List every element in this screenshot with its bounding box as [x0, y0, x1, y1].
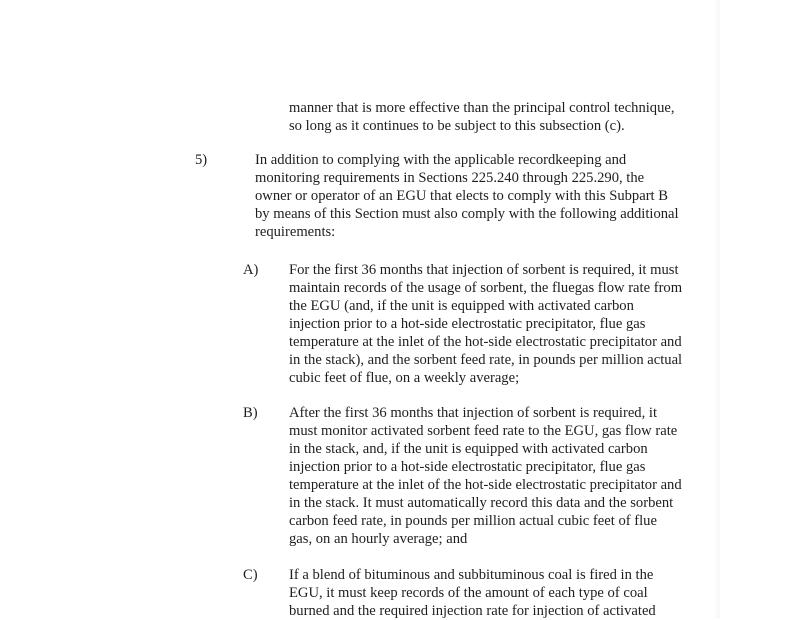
item-b-marker: B)	[243, 405, 258, 421]
paragraph-line: carbon feed rate, in pounds per million actual cubic feet of flue	[289, 513, 657, 529]
item-a-paragraph	[289, 261, 682, 387]
paragraph-line: maintain records of the usage of sorbent, the fluegas flow rate from	[289, 280, 683, 296]
paragraph-line: so long as it continues to be subject to this subsection (c).	[289, 118, 625, 134]
page-edge	[712, 0, 720, 618]
item-5-marker: 5)	[195, 152, 208, 168]
paragraph-line: in the stack), and the sorbent feed rate, in pounds per million actual	[289, 352, 683, 368]
paragraph-line: In addition to complying with the applicable recordkeeping and	[255, 152, 627, 168]
paragraph-line: burned and the required injection rate for injection of activated	[289, 603, 656, 619]
item-b-paragraph	[289, 404, 682, 548]
continuation-paragraph	[289, 99, 675, 135]
paragraph-line: must monitor activated sorbent feed rate to the EGU, gas flow rate	[289, 423, 678, 439]
paragraph-line: injection prior to a hot-side electrostatic precipitator, flue gas	[289, 459, 646, 475]
paragraph-line: by means of this Section must also comply with the following additional	[255, 206, 679, 222]
item-c-marker: C)	[243, 567, 258, 583]
paragraph-line: the EGU (and, if the unit is equipped with activated carbon	[289, 298, 634, 314]
paragraph-line: in the stack. It must automatically record this data and the sorbent	[289, 495, 674, 511]
paragraph-line: If a blend of bituminous and subbituminous coal is fired in the	[289, 567, 654, 583]
paragraph-line: injection prior to a hot-side electrostatic precipitator, flue gas	[289, 316, 646, 332]
paragraph-line: For the first 36 months that injection of sorbent is required, it must	[289, 262, 679, 278]
paragraph-line: EGU, it must keep records of the amount of each type of coal	[289, 585, 648, 601]
item-c-paragraph	[289, 566, 656, 620]
paragraph-line: manner that is more effective than the principal control technique,	[289, 100, 675, 116]
paragraph-line: requirements:	[255, 224, 336, 240]
paragraph-line: in the stack, and, if the unit is equipped with activated carbon	[289, 441, 648, 457]
paragraph-line: After the first 36 months that injection of sorbent is required, it	[289, 405, 658, 421]
paragraph-line: temperature at the inlet of the hot-side electrostatic precipitator and	[289, 477, 682, 493]
paragraph-line: gas, on an hourly average; and	[289, 531, 468, 547]
item-a-marker: A)	[243, 262, 259, 278]
paragraph-line: temperature at the inlet of the hot-side electrostatic precipitator and	[289, 334, 682, 350]
paragraph-line: cubic feet of flue, on a weekly average;	[289, 370, 520, 386]
item-5-paragraph	[255, 151, 679, 241]
paragraph-line: monitoring requirements in Sections 225.240 through 225.290, the	[255, 170, 645, 186]
paragraph-line: owner or operator of an EGU that elects to comply with this Subpart B	[255, 188, 668, 204]
